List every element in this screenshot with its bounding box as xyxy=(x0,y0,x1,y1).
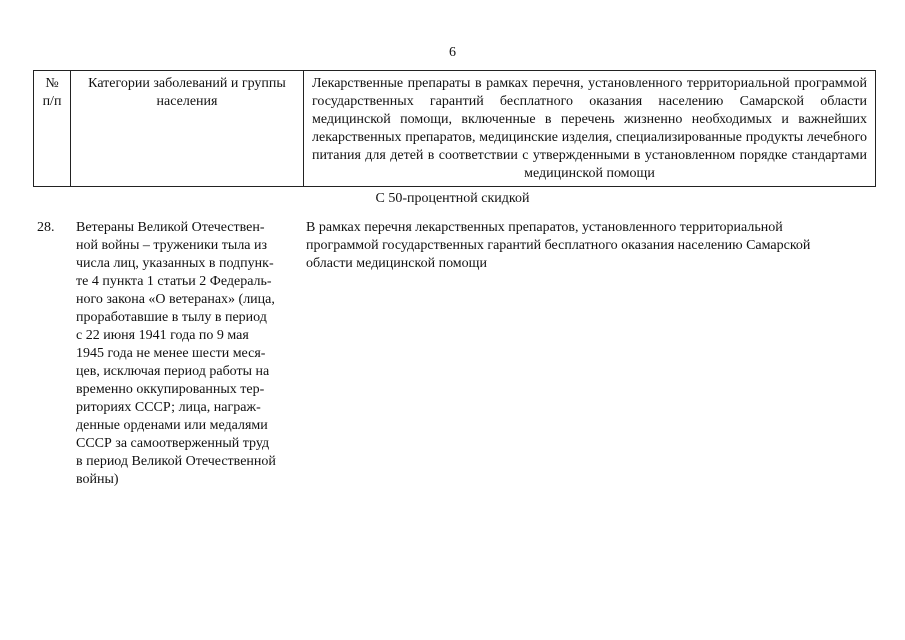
header-category xyxy=(71,71,304,187)
page-number: 6 xyxy=(449,45,456,60)
section-title: С 50-процентной скидкой xyxy=(375,191,530,206)
header-number-text: № п/п xyxy=(42,76,62,109)
row-number: 28. xyxy=(37,220,55,235)
row-category: Ветераны Великой Отечествен- ной войны – труженики тыла из числа лиц, указанных в подпунк- те 4 пункта 1 статьи 2 Федераль- ного закона «О ветеранах» (лица, проработавшие в тылу в период с 22 июня 1941 года по 9 мая 1945 года не менее шести меся- цев, исключая период работы на временно оккупированных тер- риториях СССР; лица, награж- денные орденами или медалями СССР за самоотверженный труд в период Великой Отечественной войны) xyxy=(76,220,276,487)
header-number xyxy=(34,71,71,187)
row-drugs: В рамках перечня лекарственных препаратов, установленного территориальной программой государственных гарантий бесплатного оказания населению Самарской области медицинской помощи xyxy=(306,220,811,271)
header-category-text: Категории заболеваний и группы населения xyxy=(88,76,286,109)
header-drugs-text: Лекарственные препараты в рамках перечня, установленного территориальной программой государственных гарантий бесплатного оказания населению Самарской области медицинской помощи, включенные в перечень жизненно необходимых и важнейших лекарственных препаратов, медицинские изделия, специализированные продукты лечебного питания для детей в соответствии с утвержденными в установленном порядке стандартами медицинской помощи xyxy=(312,76,867,181)
table-header xyxy=(33,70,876,187)
header-drugs xyxy=(304,71,876,187)
header-row xyxy=(34,71,876,187)
